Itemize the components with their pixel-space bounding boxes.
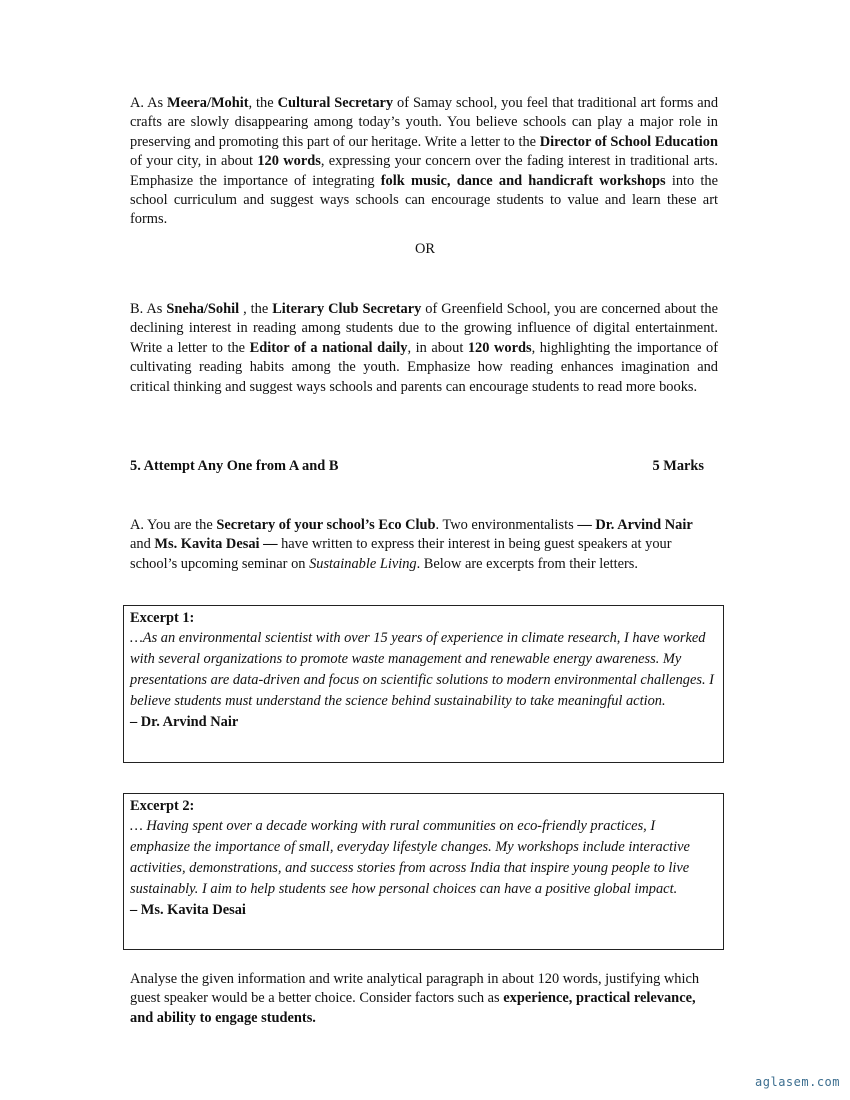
excerpt-1-label: Excerpt 1: [130,610,195,626]
question-5-heading [130,457,704,476]
question-4b: B. As Sneha/Sohil , the Literary Club Secretary of Greenfield School, you are concerned about the declining interest in reading among students due to the growing influence of digital entertainment. Write a letter to the Editor of a national daily, in about 120 words, highlighting the importance of cultivating reading habits among the youth. Emphasize how reading enhances imagination and critical thinking and suggest ways schools and parents can encourage students to read more books. [130,301,718,395]
question-4a: A. As Meera/Mohit, the Cultural Secretary of Samay school, you feel that traditional art forms and crafts are slowly disappearing among today’s youth. You believe schools can play a major role in preserving and promoting this part of our heritage. Write a letter to the Director of School Education of your city, in about 120 words, expressing your concern over the fading interest in traditional arts. Emphasize the importance of integrating folk music, dance and handicraft workshops into the school curriculum and suggest ways schools can encourage students to value and learn these art forms. [130,95,719,228]
watermark: aglasem.com [755,1075,840,1089]
excerpt-2-label: Excerpt 2: [130,798,195,814]
question-5-title: 5. Attempt Any One from A and B [130,458,339,474]
excerpt-1-signature: – Dr. Arvind Nair [130,714,239,731]
excerpt-1-text: …As an environmental scientist with over 15 years of experience in climate research, I have worked with several organizations to promote waste management and renewable energy awareness. My presentations are data-driven and focus on scientific solutions to modern environmental challenges. I believe students must understand the science behind sustainability to take meaningful action. [130,630,714,710]
or-separator: OR [415,241,435,257]
analysis-instruction: Analyse the given information and write analytical paragraph in about 120 words, justifying which guest speaker would be a better choice. Consider factors such as experience, practical relevance, and ability to engage students. [130,971,700,1026]
question-5-marks: 5 Marks [652,458,704,474]
excerpt-2-signature: – Ms. Kavita Desai [130,902,246,919]
excerpt-2-text: … Having spent over a decade working with rural communities on eco-friendly practices, I emphasize the importance of small, everyday lifestyle changes. My workshops include interactive activities, demonstrations, and success stories from across India that inspire young people to live sustainably. I aim to help students see how personal choices can have a positive global impact. [130,818,690,898]
excerpt-2-box [123,793,724,950]
question-5a-intro: A. You are the Secretary of your school’s Eco Club. Two environmentalists — Dr. Arvind Nair and Ms. Kavita Desai — have written to express their interest in being guest speakers at your school’s upcoming seminar on Sustainable Living. Below are excerpts from their letters. [130,517,693,572]
excerpt-1-box [123,605,724,763]
